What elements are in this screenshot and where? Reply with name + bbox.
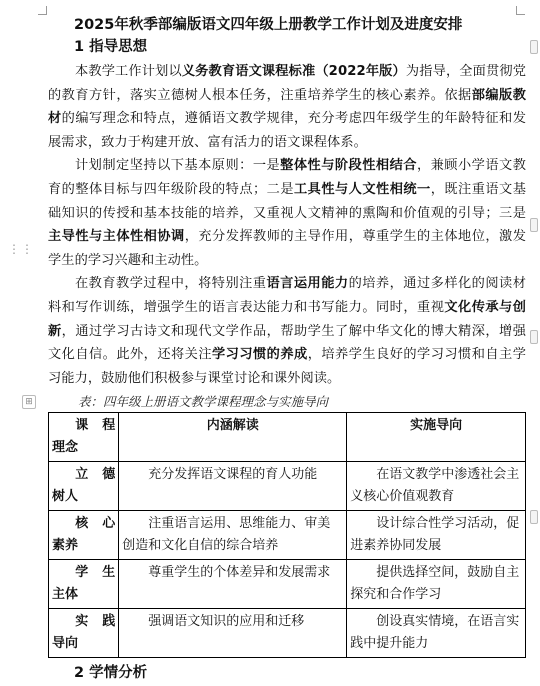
text-run: ，兼顾小学语文教育的整体目标与四年级阶段的特点；二是 bbox=[48, 158, 526, 197]
document-title: 2025年秋季部编版语文四年级上册教学工作计划及进度安排 bbox=[74, 17, 463, 33]
row-concept-cell bbox=[49, 609, 130, 658]
section-heading-guiding-ideology: 1 指导思想 bbox=[74, 39, 148, 55]
text-run: ，充分发挥教师的主导作用，尊重学生的主体地位，激发学生的学习兴趣和主动性。 bbox=[48, 229, 527, 268]
row-concept-cell bbox=[49, 511, 130, 560]
header-cell-concept-line2: 理念 bbox=[52, 440, 79, 456]
table-row bbox=[49, 560, 526, 609]
text-run: 本教学工作计划以 bbox=[75, 64, 182, 79]
header-cell-guidance: 实施导向 bbox=[347, 413, 526, 462]
row-concept-line1: 核心 bbox=[75, 516, 130, 532]
row-concept-line2: 素养 bbox=[52, 538, 79, 554]
text-run: ，既注重语文基础知识的传授和基本技能的培养，又重视人文精神的熏陶和价值观的引导；三是 bbox=[48, 181, 526, 221]
row-interpretation-cell: 注重语言运用、思维能力、审美创造和文化自信的综合培养 bbox=[119, 511, 347, 560]
bold-phrase: 义务教育语文课程标准（2022年版） bbox=[181, 64, 406, 79]
drag-handle-icon[interactable]: ⋮⋮ bbox=[8, 242, 34, 256]
bold-phrase: 主导性与主体性相协调 bbox=[48, 229, 185, 245]
bold-phrase: 学习习惯的养成 bbox=[212, 347, 308, 363]
table-row bbox=[49, 609, 526, 658]
table-row bbox=[49, 462, 526, 511]
row-concept-cell bbox=[49, 560, 130, 609]
text-run: 为指导，全面贯彻党的教育方针，落实立德树人根本任务，注重培养学生的核心素养。依据 bbox=[48, 64, 526, 103]
row-interpretation-cell: 尊重学生的个体差异和发展需求 bbox=[119, 560, 347, 609]
margin-marker-icon bbox=[530, 510, 538, 524]
row-concept-line2: 导向 bbox=[52, 636, 79, 652]
document-body[interactable] bbox=[25, 14, 527, 686]
paragraph-1 bbox=[48, 60, 526, 154]
margin-marker-icon bbox=[530, 330, 538, 344]
table-caption: 表：四年级上册语文教学课程理念与实施导向 bbox=[78, 394, 329, 410]
page-corner-marker bbox=[38, 6, 47, 15]
row-guidance-cell: 创设真实情境，在语言实践中提升能力 bbox=[347, 609, 526, 658]
margin-marker-icon bbox=[530, 40, 538, 54]
text-run: 的培养，通过多样化的阅读材料和写作训练，增强学生的语言表达能力和书写能力。同时，重视 bbox=[48, 276, 526, 315]
header-cell-concept-line1: 课程 bbox=[75, 418, 130, 434]
table-header-row bbox=[49, 413, 526, 462]
bold-phrase: 语言运用能力 bbox=[266, 276, 349, 292]
text-run: 在教育教学过程中，将特别注重 bbox=[75, 276, 267, 292]
row-concept-cell bbox=[49, 462, 130, 511]
bold-phrase: 整体性与阶段性相结合 bbox=[280, 158, 417, 174]
row-concept-line1: 学生 bbox=[75, 565, 130, 581]
header-cell-concept bbox=[49, 413, 130, 462]
row-concept-line1: 实践 bbox=[75, 614, 130, 630]
row-guidance-cell: 提供选择空间，鼓励自主探究和合作学习 bbox=[347, 560, 526, 609]
curriculum-table bbox=[48, 412, 526, 658]
header-cell-interpretation: 内涵解读 bbox=[119, 413, 347, 462]
bold-phrase: 部编版教材 bbox=[48, 87, 526, 127]
row-concept-line2: 主体 bbox=[52, 587, 79, 603]
bold-phrase: 文化传承与创新 bbox=[48, 299, 526, 339]
row-guidance-cell: 在语文教学中渗透社会主义核心价值观教育 bbox=[347, 462, 526, 511]
margin-marker-icon bbox=[530, 218, 538, 232]
text-run: 的编写理念和特点，遵循语文教学规律，充分考虑四年级学生的年龄特征和发展需求，致力于构建开放、富有活力的语文课程体系。 bbox=[48, 111, 526, 150]
table-row bbox=[49, 511, 526, 560]
text-run: ，培养学生良好的学习习惯和自主学习能力，鼓励他们积极参与课堂讨论和课外阅读。 bbox=[48, 347, 527, 386]
row-concept-line2: 树人 bbox=[52, 489, 79, 505]
text-run: ，通过学习古诗文和现代文学作品，帮助学生了解中华文化的博大精深，增强文化自信。此外，还将关注 bbox=[48, 323, 526, 363]
row-guidance-cell: 设计综合性学习活动，促进素养协同发展 bbox=[347, 511, 526, 560]
section-heading-student-analysis: 2 学情分析 bbox=[74, 665, 148, 682]
paragraph-2 bbox=[48, 154, 526, 272]
row-interpretation-cell: 充分发挥语文课程的育人功能 bbox=[119, 462, 347, 511]
row-concept-line1: 立德 bbox=[75, 467, 130, 483]
paragraph-3 bbox=[48, 272, 526, 390]
text-run: 计划制定坚持以下基本原则：一是 bbox=[75, 158, 281, 174]
row-interpretation-cell: 强调语文知识的应用和迁移 bbox=[119, 609, 347, 658]
table-move-handle-icon[interactable]: ⊞ bbox=[22, 395, 36, 409]
bold-phrase: 工具性与人文性相统一 bbox=[294, 181, 431, 197]
